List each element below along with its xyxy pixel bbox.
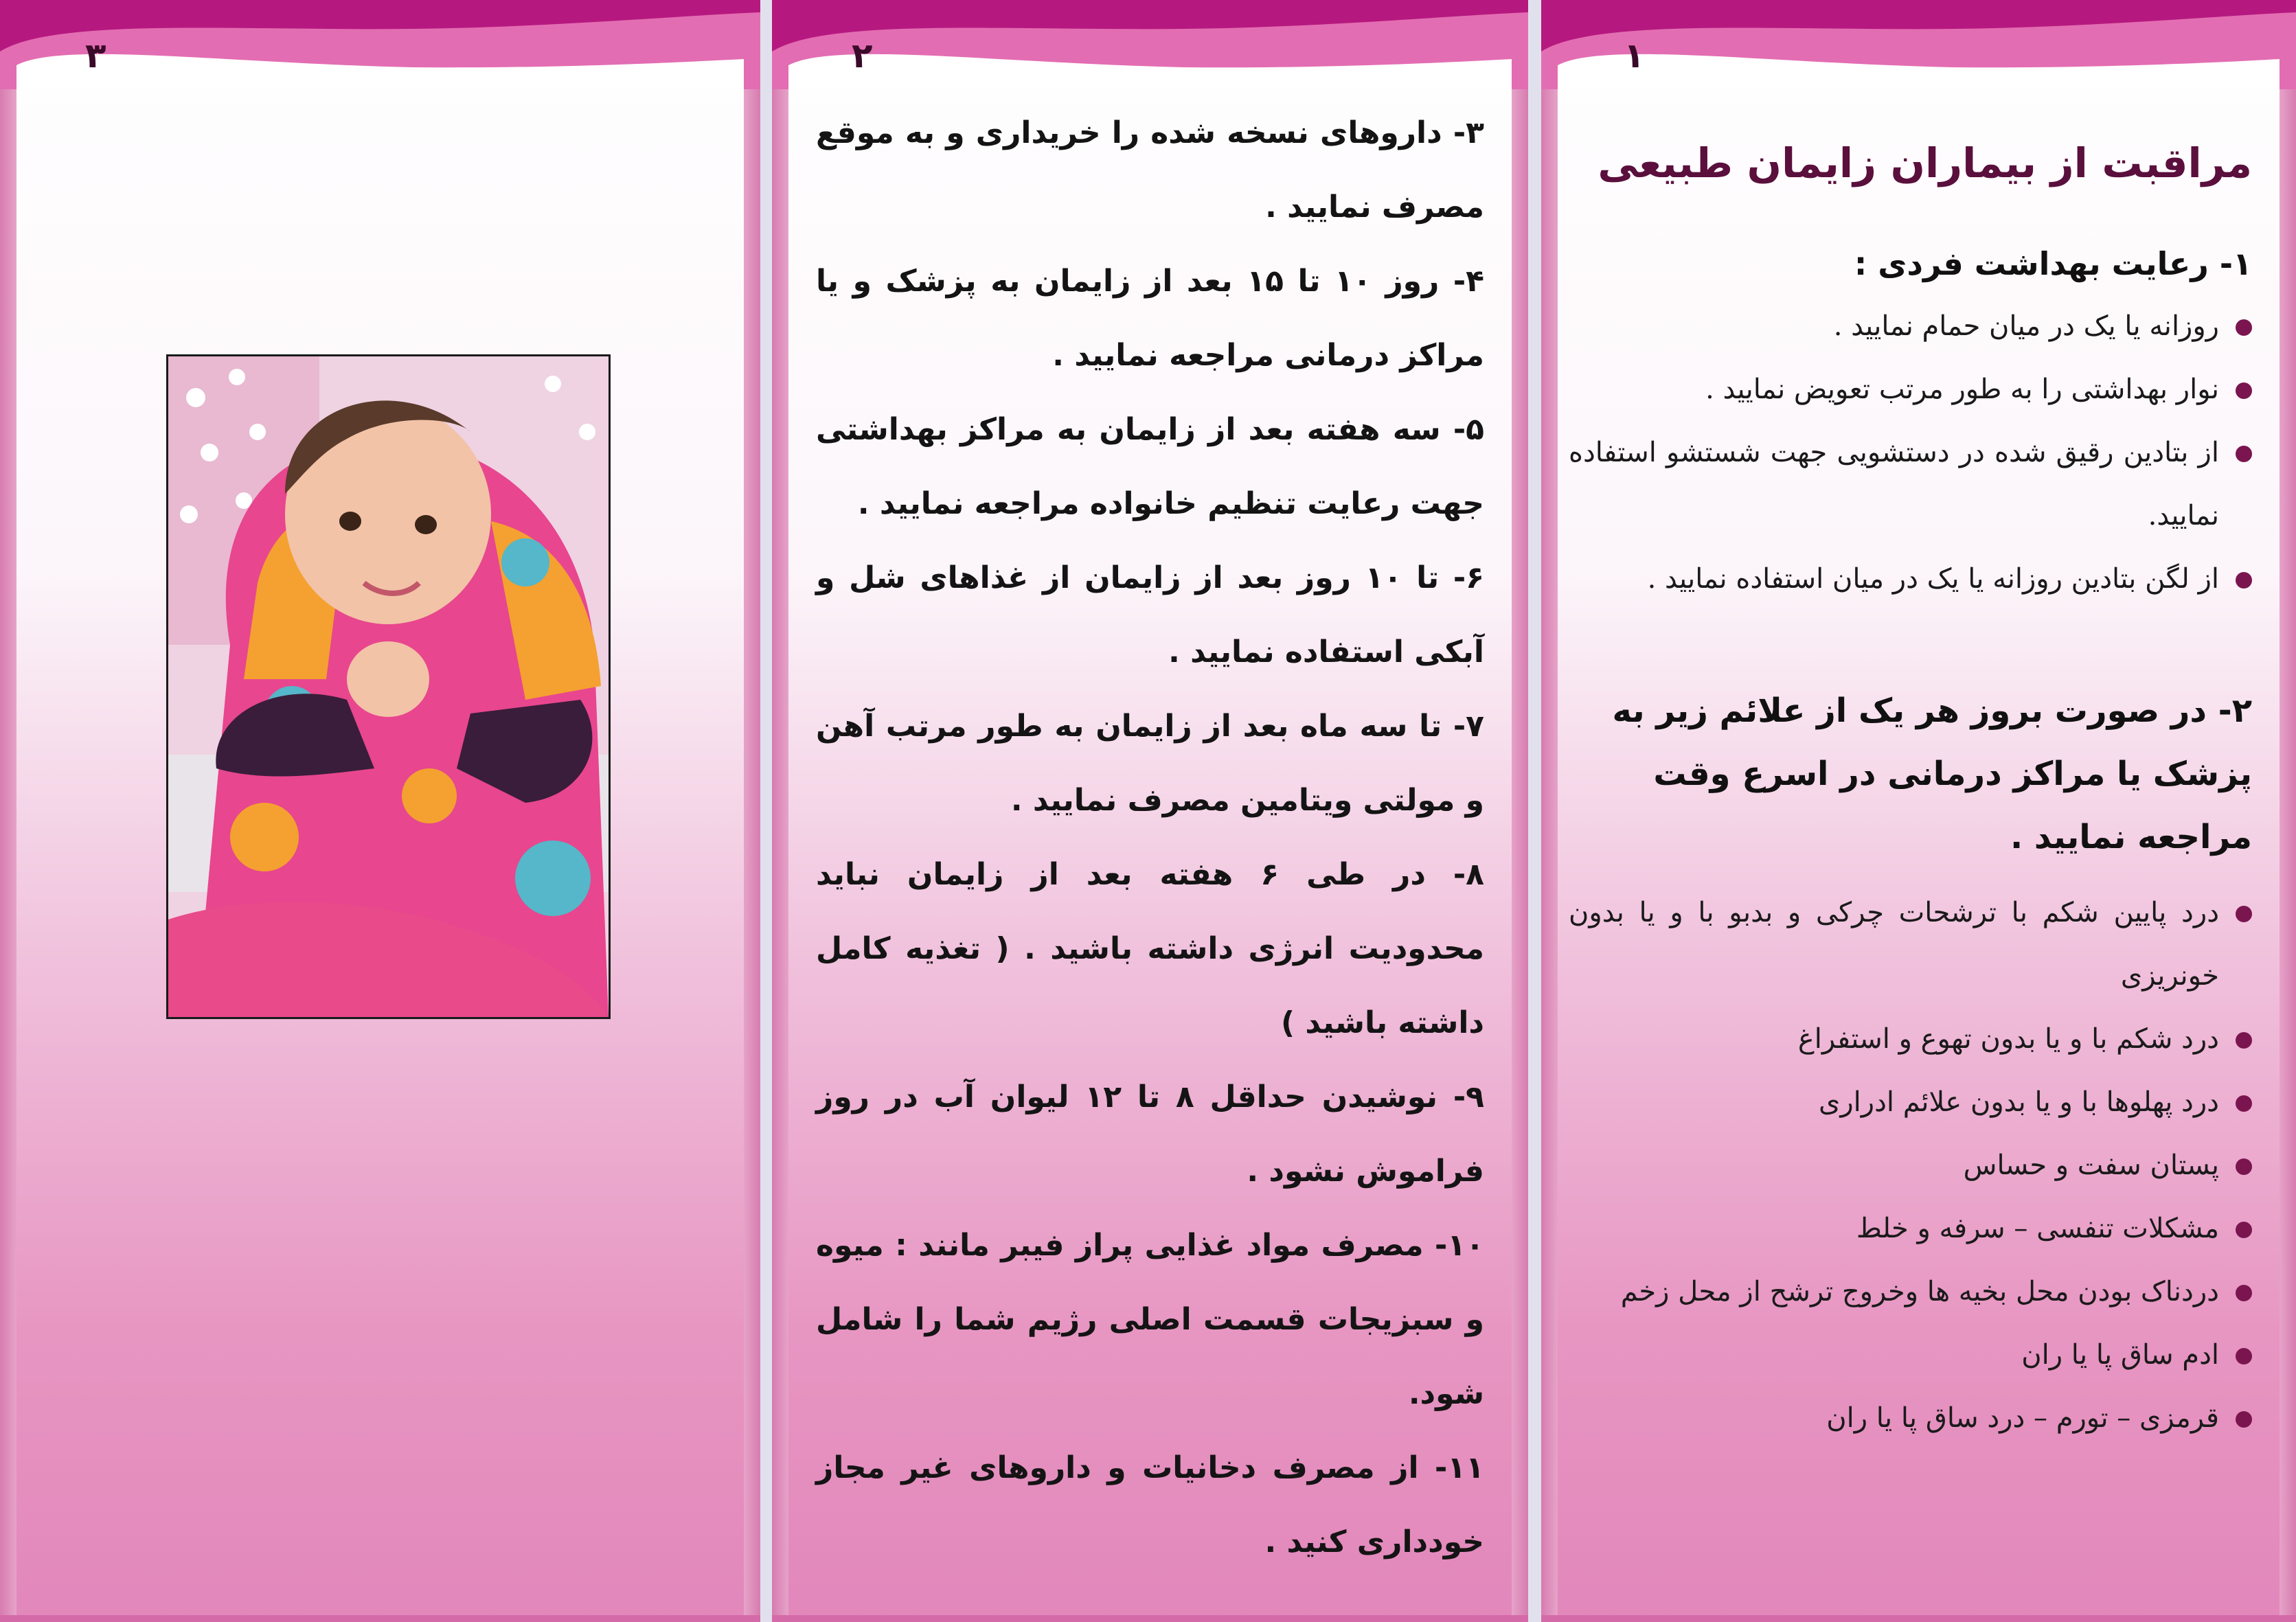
advice-item: ۶- تا ۱۰ روز بعد از زایمان از غذاهای شل و آبکی استفاده نمایید . — [816, 560, 1484, 670]
list-item: نوار بهداشتی را به طور مرتب تعویض نمایید . — [1569, 358, 2252, 421]
advice-item: ۳- داروهای نسخه شده را خریداری و به موقع مصرف نمایید . — [816, 115, 1484, 225]
list-item: دردناک بودن محل بخیه ها وخروج ترشح از محل زخم — [1569, 1260, 2252, 1323]
advice-item: ۹- نوشیدن حداقل ۸ تا ۱۲ لیوان آب در روز فراموش نشود . — [816, 1080, 1484, 1189]
list-item: از لگن بتادین روزانه یا یک در میان استفاده نمایید . — [1569, 547, 2252, 610]
page-2-content — [799, 96, 1501, 1579]
list-item: پستان سفت و حساس — [1569, 1134, 2252, 1197]
page-number: ۳ — [85, 36, 106, 76]
panel-page-1 — [1541, 0, 2296, 1622]
page-number: ۲ — [852, 36, 873, 76]
list-item: از بتادین رقیق شده در دستشویی جهت شستشو استفاده نمایید. — [1569, 421, 2252, 547]
wave-header — [0, 0, 760, 89]
wave-header — [1541, 0, 2296, 89]
page-number: ۱ — [1624, 36, 1645, 76]
advice-item: ۸- در طی ۶ هفته بعد از زایمان نباید محدودیت انرژی داشته باشید . ( تغذیه کامل داشته باشید ) — [816, 857, 1484, 1040]
advice-item: ۵- سه هفته بعد از زایمان به مراکز بهداشتی جهت رعایت تنظیم خانواده مراجعه نمایید . — [816, 412, 1484, 521]
baby-illustration — [168, 356, 609, 1017]
page-title: مراقبت از بیماران زایمان طبیعی — [1598, 139, 2252, 187]
list-item: درد پهلوها با و یا بدون علائم ادراری — [1569, 1071, 2252, 1134]
advice-item: ۱۰- مصرف مواد غذایی پراز فیبر مانند : میوه و سبزیجات قسمت اصلی رژیم شما را شامل شود. — [816, 1228, 1484, 1411]
wave-header — [772, 0, 1528, 89]
warning-signs-list — [1569, 881, 2269, 1450]
hygiene-list — [1569, 295, 2269, 610]
advice-item: ۴- روز ۱۰ تا ۱۵ بعد از زایمان به پزشک و یا مراکز درمانی مراجعه نمایید . — [816, 264, 1484, 373]
page-1-content — [1569, 96, 2269, 1450]
list-item: درد پایین شکم با ترشحات چرکی و بدبو با و یا بدون خونریزی — [1569, 881, 2252, 1007]
panel-page-2 — [772, 0, 1528, 1622]
list-item: ادم ساق پا یا ران — [1569, 1323, 2252, 1386]
list-item: مشکلات تنفسی – سرفه و خلط — [1569, 1197, 2252, 1260]
list-item: روزانه یا یک در میان حمام نمایید . — [1569, 295, 2252, 358]
list-item: درد شکم با و یا بدون تهوع و استفراغ — [1569, 1007, 2252, 1071]
section-heading-warning-signs: ۲- در صورت بروز هر یک از علائم زیر به پزشک یا مراکز درمانی در اسرع وقت مراجعه نمایید . — [1612, 691, 2252, 856]
list-item: قرمزی – تورم – درد ساق پا یا ران — [1569, 1386, 2252, 1450]
baby-photo — [166, 354, 611, 1019]
section-heading-hygiene: ۱- رعایت بهداشت فردی : — [1854, 244, 2252, 282]
advice-item: ۱۱- از مصرف دخانیات و داروهای غیر مجاز خودداری کنید . — [816, 1450, 1484, 1560]
advice-item: ۷- تا سه ماه بعد از زایمان به طور مرتب آهن و مولتی ویتامین مصرف نمایید . — [816, 709, 1484, 818]
panel-page-3 — [0, 0, 760, 1622]
